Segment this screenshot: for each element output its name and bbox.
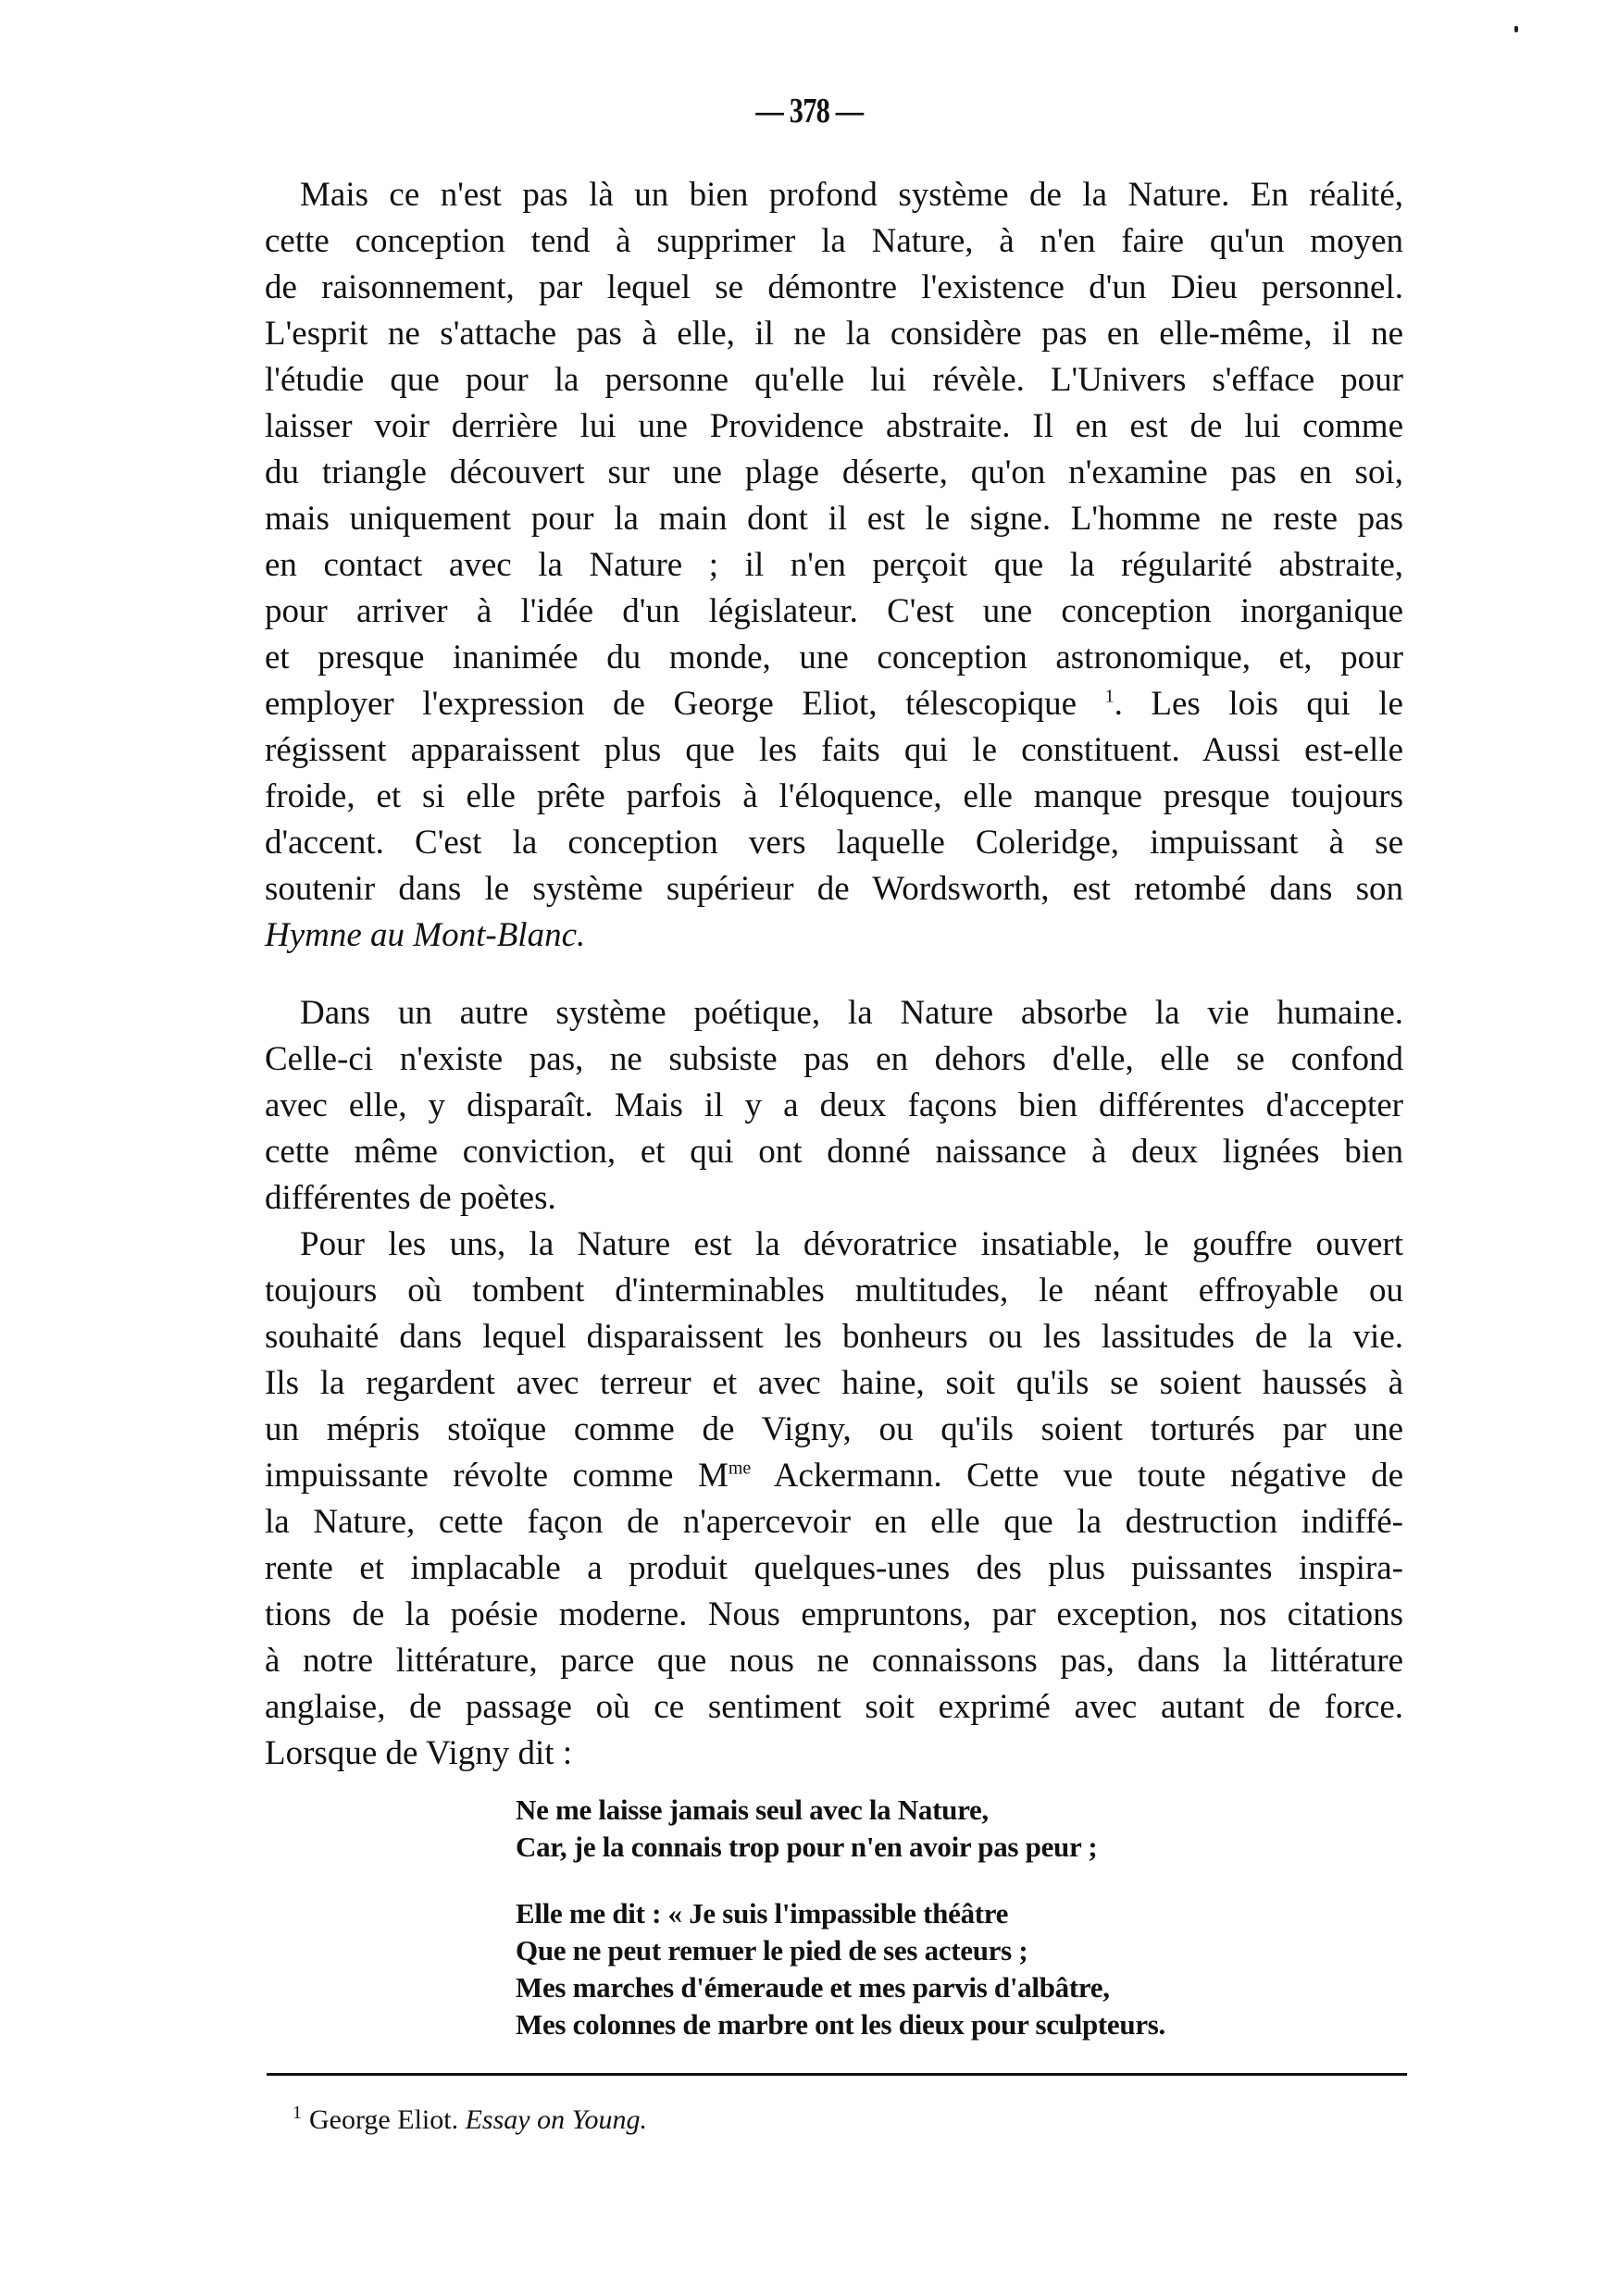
poem-quotation	[516, 1792, 1165, 2043]
text-line: en contact avec la Nature ; il n'en perçoit que la régularité abstraite,	[265, 546, 1403, 584]
text-line: Dans un autre système poétique, la Nature absorbe la vie humaine.	[300, 994, 1403, 1032]
paragraph-3	[265, 1222, 1403, 1777]
text-line: rente et implacable a produit quelques-unes des plus puissantes inspira-	[265, 1549, 1403, 1587]
scan-speck	[1514, 26, 1518, 32]
body-text	[265, 172, 1403, 1777]
text-line: de raisonnement, par lequel se démontre l'existence d'un Dieu personnel.	[265, 268, 1403, 306]
text-line: avec elle, y disparaît. Mais il y a deux façons bien différentes d'accepter	[265, 1086, 1403, 1124]
text-line: toujours où tombent d'interminables multitudes, le néant effroyable ou	[265, 1272, 1403, 1309]
text-line: Lorsque de Vigny dit :	[265, 1734, 573, 1772]
footnote-ref[interactable]: 1	[1104, 686, 1115, 707]
text-line: différentes de poètes.	[265, 1179, 556, 1217]
text-line: l'étudie que pour la personne qu'elle lui révèle. L'Univers s'efface pour	[265, 361, 1403, 399]
text-line: la Nature, cette façon de n'apercevoir en elle que la destruction indiffé-	[265, 1503, 1403, 1541]
paragraph-2	[265, 990, 1403, 1222]
text-line: tions de la poésie moderne. Nous empruntons, par exception, nos citations	[265, 1595, 1403, 1633]
verse-line: Mes colonnes de marbre ont les dieux pour sculpteurs.	[516, 2008, 1165, 2041]
text-line: anglaise, de passage où ce sentiment soit exprimé avec autant de force.	[265, 1688, 1403, 1726]
text-line: pour arriver à l'idée d'un législateur. C'est une conception inorganique	[265, 592, 1403, 630]
text-line-italic-title: Hymne au Mont-Blanc.	[265, 916, 586, 954]
stanza-gap	[516, 1866, 1165, 1895]
verse-line: Car, je la connais trop pour n'en avoir pas peur ;	[516, 1831, 1098, 1863]
text-line: L'esprit ne s'attache pas à elle, il ne la considère pas en elle-même, il ne	[265, 315, 1403, 353]
text-line-superscript: impuissante révolte comme $M^{me}$ Ackermann. Cette vue toute négative de	[265, 1457, 1403, 1495]
verse-line: Elle me dit : « Je suis l'impassible théâtre	[516, 1897, 1009, 1930]
text-line: Mais ce n'est pas là un bien profond système de la Nature. En réalité,	[300, 176, 1403, 214]
verse-line: Mes marches d'émeraude et mes parvis d'albâtre,	[516, 1971, 1110, 2004]
paragraph-1	[265, 172, 1403, 959]
text-line-footnote-ref: employer l'expression de George Eliot, télescopique $^1$. Les lois qui le	[265, 685, 1403, 723]
text-line: Ils la regardent avec terreur et avec haine, soit qu'ils se soient haussés à	[265, 1364, 1403, 1402]
page-number: — 378 —	[755, 92, 864, 130]
text-line: régissent apparaissent plus que les faits qui le constituent. Aussi est-elle	[265, 731, 1403, 769]
text-line: mais uniquement pour la main dont il est le signe. L'homme ne reste pas	[265, 500, 1403, 538]
footnote-number: 1	[293, 2103, 302, 2123]
text-line: laisser voir derrière lui une Providence abstraite. Il en est de lui comme	[265, 407, 1403, 445]
footnote-title: Essay on Young.	[465, 2104, 647, 2135]
poem-stanza-1	[516, 1792, 1165, 1866]
text-line: froide, et si elle prête parfois à l'éloquence, elle manque presque toujours	[265, 777, 1403, 815]
text-line: d'accent. C'est la conception vers laquelle Coleridge, impuissant à se	[265, 824, 1403, 862]
footnote	[293, 2103, 647, 2136]
text-line: cette même conviction, et qui ont donné naissance à deux lignées bien	[265, 1133, 1403, 1171]
text-line: et presque inanimée du monde, une conception astronomique, et, pour	[265, 639, 1403, 676]
text-line: un mépris stoïque comme de Vigny, ou qu'ils soient torturés par une	[265, 1410, 1403, 1448]
footnote-text: George Eliot.	[309, 2104, 466, 2135]
text-line: à notre littérature, parce que nous ne connaissons pas, dans la littérature	[265, 1642, 1403, 1680]
verse-line: Que ne peut remuer le pied de ses acteurs ;	[516, 1934, 1028, 1967]
paragraph-gap	[265, 959, 1403, 990]
text-line: souhaité dans lequel disparaissent les bonheurs ou les lassitudes de la vie.	[265, 1318, 1403, 1356]
text-line: Celle-ci n'existe pas, ne subsiste pas en dehors d'elle, elle se confond	[265, 1040, 1403, 1078]
footnote-separator-rule	[267, 2073, 1407, 2076]
text-line: Pour les uns, la Nature est la dévoratrice insatiable, le gouffre ouvert	[300, 1225, 1403, 1263]
text-line: du triangle découvert sur une plage déserte, qu'on n'examine pas en soi,	[265, 453, 1403, 491]
text-line: cette conception tend à supprimer la Nature, à n'en faire qu'un moyen	[265, 222, 1403, 260]
verse-line: Ne me laisse jamais seul avec la Nature,	[516, 1793, 989, 1826]
poem-stanza-2	[516, 1895, 1165, 2043]
text-line: soutenir dans le système supérieur de Wordsworth, est retombé dans son	[265, 870, 1403, 908]
